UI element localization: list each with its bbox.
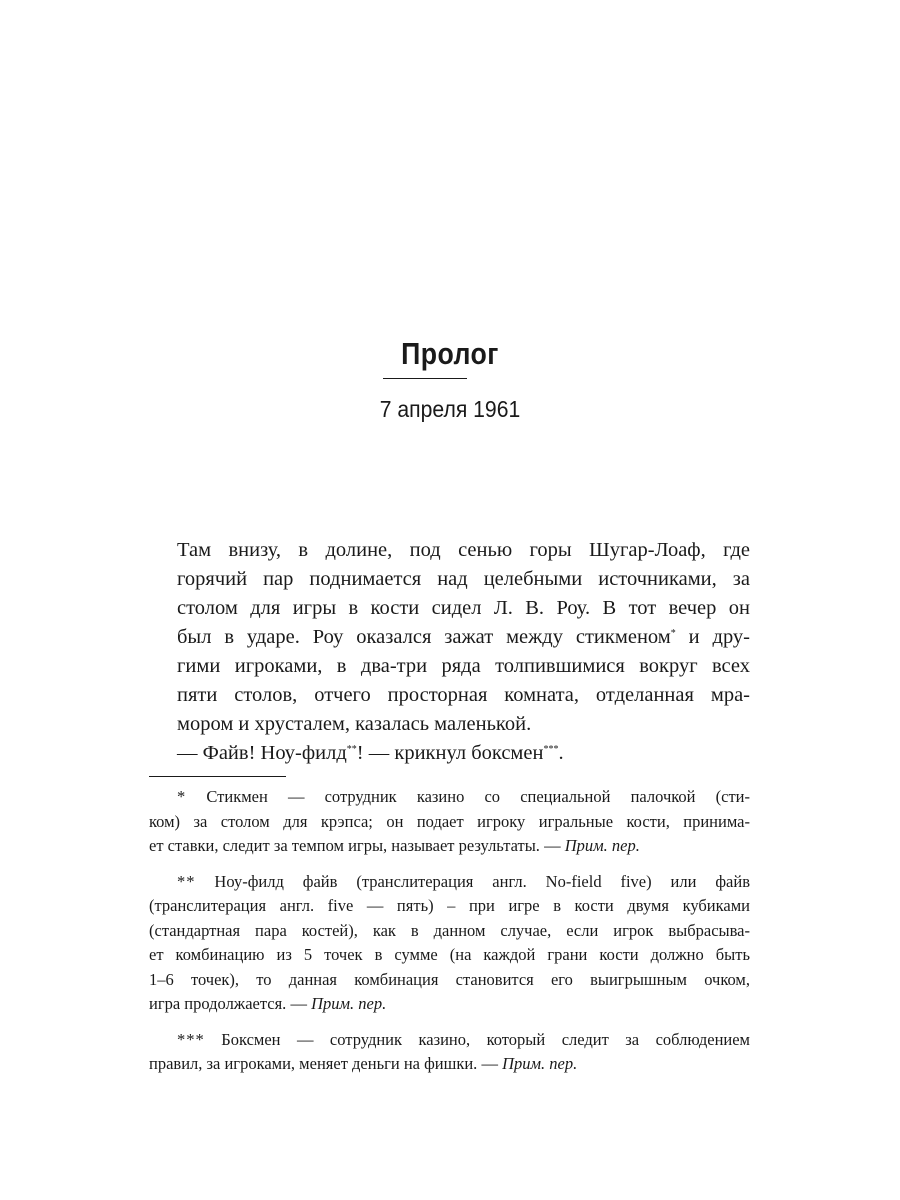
chapter-date: 7 апреля 1961 xyxy=(379,396,521,422)
footnote-line: ком) за столом для крэпса; он подает игроку игральные кости, принима- xyxy=(149,811,750,831)
footnote-line: правил, за игроками, меняет деньги на фишки. — Прим. пер. xyxy=(149,1054,578,1073)
footnote-text: игра продолжается. xyxy=(149,994,287,1013)
footnote-line: ет ставки, следит за темпом игры, называет результаты. — Прим. пер. xyxy=(149,836,640,855)
footnotes xyxy=(149,785,750,1088)
footnote-line: игра продолжается. — Прим. пер. xyxy=(149,994,387,1013)
footnote-text: ет ставки, следит за темпом игры, называет результаты. xyxy=(149,836,540,855)
chapter-title: Пролог xyxy=(401,336,499,371)
footnote-line: (стандартная пара костей), как в данном случае, если игрок выбрасыва- xyxy=(149,920,750,940)
paragraph-1 xyxy=(149,536,750,739)
footnote-mark-3: *** xyxy=(543,744,559,755)
footnote-text: Стикмен — сотрудник казино со специальной палочкой (сти- xyxy=(206,787,751,806)
text-segment: ! — крикнул боксмен xyxy=(356,742,544,764)
paragraph-2 xyxy=(149,739,750,768)
footnote-2 xyxy=(149,870,750,1017)
text-line-with-marks xyxy=(149,739,750,768)
title-underline xyxy=(383,378,467,379)
text-segment: — Файв! Ноу-филд xyxy=(177,742,347,764)
footnote-text: правил, за игроками, меняет деньги на фишки. xyxy=(149,1054,478,1073)
footnote-line: ет комбинацию из 5 точек в сумме (на каждой грани кости должно быть xyxy=(149,945,750,964)
footnote-marker: ** xyxy=(177,871,196,891)
text-line: пяти столов, отчего просторная комната, отделанная мра- xyxy=(177,684,750,706)
text-segment: и дру- xyxy=(688,626,751,648)
text-line-with-mark xyxy=(149,623,750,652)
footnote-line xyxy=(149,1028,750,1053)
footnote-marker: * xyxy=(177,787,187,806)
text-line: горячий пар поднимается над целебными источниками, за xyxy=(177,568,750,590)
footnote-text: Боксмен — сотрудник казино, который следит за соблюдением xyxy=(221,1029,751,1049)
footnote-mark-1: * xyxy=(670,628,676,639)
text-line: мором и хрусталем, казалась маленькой. xyxy=(177,713,532,735)
footnote-marker: *** xyxy=(177,1029,205,1049)
text-segment: был в ударе. Роу оказался зажат между стикменом xyxy=(177,626,671,648)
footnote-line: (транслитерация англ. five — пять) – при игре в кости двумя кубиками xyxy=(149,896,750,915)
footnote-line xyxy=(149,785,750,810)
text-segment: . xyxy=(558,742,564,764)
translator-note: Прим. пер. xyxy=(564,836,640,855)
translator-note: Прим. пер. xyxy=(502,1054,578,1073)
footnote-line: 1–6 точек), то данная комбинация становится его выигрышным очком, xyxy=(149,969,750,989)
footnote-3 xyxy=(149,1028,750,1077)
text-line: Там внизу, в долине, под сенью горы Шугар-Лоаф, где xyxy=(177,539,750,561)
footnote-mark-2: ** xyxy=(346,744,357,755)
translator-note: Прим. пер. xyxy=(311,994,387,1013)
body-text xyxy=(149,536,750,768)
footnote-1 xyxy=(149,785,750,859)
footnote-line xyxy=(149,870,750,895)
text-line: столом для игры в кости сидел Л. В. Роу. В тот вечер он xyxy=(177,597,750,619)
text-line: гими игроками, в два-три ряда толпившимися вокруг всех xyxy=(177,655,750,677)
footnote-text: Ноу-филд файв (транслитерация англ. No-field five) или файв xyxy=(214,871,750,891)
footnote-separator xyxy=(149,776,286,777)
